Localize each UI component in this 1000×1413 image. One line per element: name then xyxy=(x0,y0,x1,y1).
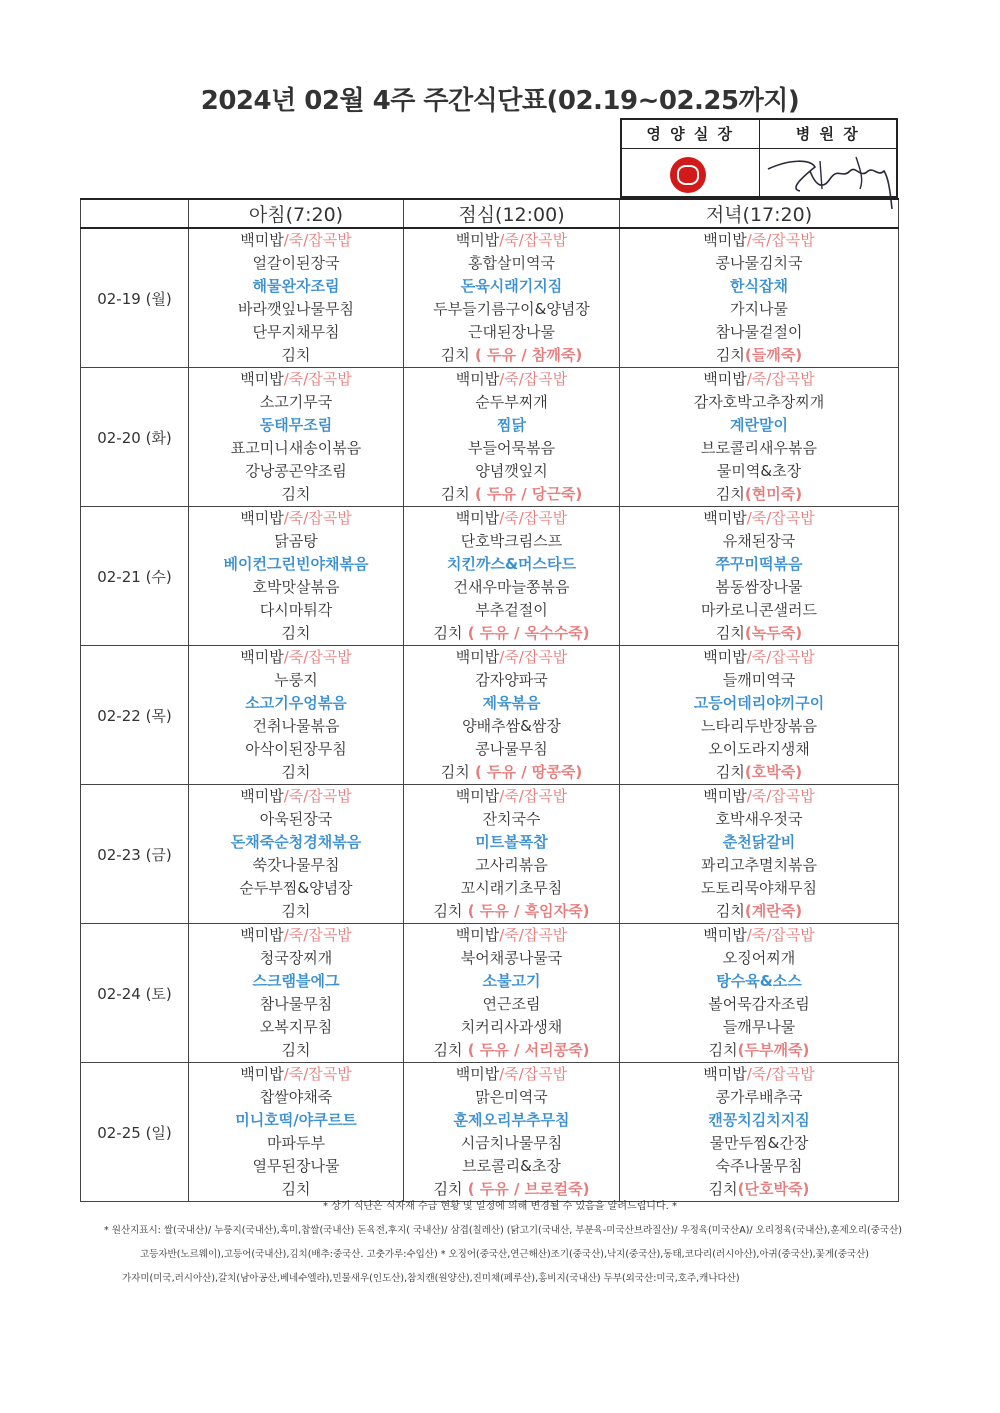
menu-item: 건취나물볶음 xyxy=(252,717,340,735)
rice-line xyxy=(404,507,619,530)
kimchi-line xyxy=(189,761,403,784)
dinner-header: 저녁(17:20) xyxy=(620,199,899,228)
rice-option-label: /죽/잡곡밥 xyxy=(283,509,352,527)
date-cell: 02-22 (목) xyxy=(81,646,189,785)
menu-item: 부들어묵볶음 xyxy=(468,439,555,457)
director-column xyxy=(759,120,897,196)
menu-item: 닭곰탕 xyxy=(274,532,318,550)
kimchi-label: 김치 xyxy=(715,485,745,503)
snack-label: 두유 / 참깨죽 xyxy=(487,346,576,364)
main-dish: 쭈꾸미떡볶음 xyxy=(715,555,803,573)
rice-line xyxy=(404,1063,619,1086)
menu-item: 누룽지 xyxy=(274,671,318,689)
table-row xyxy=(81,228,899,368)
breakfast-cell xyxy=(189,228,404,368)
dinner-cell xyxy=(620,368,899,507)
kimchi-label: 김치 xyxy=(440,485,470,503)
snack-label: 두유 / 당근죽 xyxy=(487,485,576,503)
menu-item: 아욱된장국 xyxy=(259,810,333,828)
kimchi-line: 김치(현미죽) xyxy=(715,485,803,503)
kimchi-label: 김치 xyxy=(440,346,470,364)
menu-item: 감자호박고추장찌개 xyxy=(693,393,825,411)
kimchi-label: 김치 xyxy=(440,763,470,781)
rice-label: 백미밥 xyxy=(703,509,747,527)
kimchi-line: 김치 ( 두유 / 참깨죽) xyxy=(440,346,583,364)
menu-item: 쑥갓나물무침 xyxy=(252,856,340,874)
rice-line xyxy=(620,229,898,252)
date-cell: 02-23 (금) xyxy=(81,785,189,924)
dinner-cell xyxy=(620,785,899,924)
rice-label: 백미밥 xyxy=(703,648,747,666)
rice-option-label: /죽/잡곡밥 xyxy=(499,787,568,805)
kimchi-label: 김치 xyxy=(433,1180,463,1198)
main-dish: 제육볶음 xyxy=(482,694,541,712)
kimchi-line xyxy=(189,344,403,367)
rice-line xyxy=(404,229,619,252)
rice-option-label: /죽/잡곡밥 xyxy=(746,231,815,249)
kimchi-line: 김치(계란죽) xyxy=(715,902,803,920)
rice-line xyxy=(620,507,898,530)
main-dish: 고등어데리야끼구이 xyxy=(693,694,825,712)
rice-label: 백미밥 xyxy=(703,787,747,805)
kimchi-label: 김치 xyxy=(715,346,745,364)
date-cell: 02-20 (화) xyxy=(81,368,189,507)
rice-label: 백미밥 xyxy=(240,926,284,944)
rice-option-label: /죽/잡곡밥 xyxy=(499,370,568,388)
lunch-cell xyxy=(404,646,620,785)
rice-option-label: /죽/잡곡밥 xyxy=(746,370,815,388)
main-dish: 소불고기 xyxy=(482,972,541,990)
main-dish: 훈제오리부추무침 xyxy=(453,1111,570,1129)
approval-box xyxy=(620,118,898,198)
main-dish: 소고기우엉볶음 xyxy=(245,694,347,712)
menu-item: 물미역&초장 xyxy=(716,462,802,480)
kimchi-label: 김치 xyxy=(281,1180,311,1198)
main-dish: 동태무조림 xyxy=(259,416,333,434)
rice-line xyxy=(189,785,403,808)
menu-item: 양념깻잎지 xyxy=(475,462,548,480)
kimchi-label: 김치 xyxy=(281,763,311,781)
rice-option-label: /죽/잡곡밥 xyxy=(746,1065,815,1083)
table-row xyxy=(81,1063,899,1202)
rice-option-label: /죽/잡곡밥 xyxy=(283,787,352,805)
breakfast-cell xyxy=(189,924,404,1063)
lunch-cell xyxy=(404,924,620,1063)
kimchi-line xyxy=(189,483,403,506)
rice-label: 백미밥 xyxy=(455,648,500,666)
rice-line xyxy=(620,924,898,947)
rice-label: 백미밥 xyxy=(703,370,747,388)
menu-item: 콩나물무침 xyxy=(475,740,548,758)
menu-item: 숙주나물무침 xyxy=(715,1157,803,1175)
menu-item: 마파두부 xyxy=(267,1134,325,1152)
rice-option-label: /죽/잡곡밥 xyxy=(499,648,568,666)
rice-option-label: /죽/잡곡밥 xyxy=(499,231,568,249)
rice-label: 백미밥 xyxy=(455,231,500,249)
menu-item: 단호박크림스프 xyxy=(460,532,563,550)
kimchi-line: 김치(호박죽) xyxy=(715,763,803,781)
menu-item: 연근조림 xyxy=(482,995,541,1013)
rice-label: 백미밥 xyxy=(455,787,500,805)
menu-item: 치커리사과생채 xyxy=(460,1018,563,1036)
breakfast-header: 아침(7:20) xyxy=(189,199,404,228)
lunch-cell xyxy=(404,368,620,507)
dinner-cell xyxy=(620,646,899,785)
kimchi-label: 김치 xyxy=(281,902,311,920)
snack-label: 현미죽 xyxy=(751,485,796,503)
snack-label: 두유 / 서리콩죽 xyxy=(479,1041,583,1059)
main-dish: 캔꽁치김치지짐 xyxy=(708,1111,810,1129)
kimchi-line: 김치(두부깨죽) xyxy=(708,1041,810,1059)
menu-item: 얼갈이된장국 xyxy=(252,254,340,272)
origin-line-2: 고등자반(노르웨이),고등어(국내산),김치(배추:중국산. 고춧가루:수입산) * 오징어(중국산,연근해산)조기(중국산),낙지(중국산),동태,코다리(러시아산),아귀(중국산),꽃게(중국산) xyxy=(140,1249,869,1260)
rice-option-label: /죽/잡곡밥 xyxy=(283,1065,352,1083)
main-dish: 춘천닭갈비 xyxy=(722,833,796,851)
menu-item: 근대된장나물 xyxy=(468,323,555,341)
snack-label: 단호박죽 xyxy=(744,1180,803,1198)
kimchi-line: 김치 ( 두유 / 브로컬죽) xyxy=(433,1180,590,1198)
breakfast-cell xyxy=(189,785,404,924)
table-row xyxy=(81,924,899,1063)
weekly-menu-table xyxy=(80,198,899,1202)
main-dish: 찜닭 xyxy=(497,416,526,434)
table-row xyxy=(81,785,899,924)
rice-option-label: /죽/잡곡밥 xyxy=(499,1065,568,1083)
rice-line xyxy=(189,507,403,530)
main-dish: 베이컨그린빈야채볶음 xyxy=(223,555,369,573)
kimchi-label: 김치 xyxy=(433,1041,463,1059)
kimchi-line: 김치 ( 두유 / 흑임자죽) xyxy=(433,902,590,920)
rice-option-label: /죽/잡곡밥 xyxy=(283,926,352,944)
snack-label: 계란죽 xyxy=(751,902,796,920)
rice-label: 백미밥 xyxy=(240,370,284,388)
snack-label: 두유 / 브로컬죽 xyxy=(479,1180,583,1198)
menu-item: 다시마튀각 xyxy=(259,601,333,619)
lunch-cell xyxy=(404,785,620,924)
menu-item: 소고기무국 xyxy=(259,393,333,411)
menu-item: 브로콜리새우볶음 xyxy=(701,439,817,457)
lunch-header: 점심(12:00) xyxy=(404,199,620,228)
rice-label: 백미밥 xyxy=(703,1065,747,1083)
nutritionist-label: 영 양 실 장 xyxy=(622,120,759,149)
rice-line xyxy=(189,368,403,391)
rice-line xyxy=(189,924,403,947)
rice-line xyxy=(620,646,898,669)
menu-item: 북어채콩나물국 xyxy=(460,949,563,967)
menu-item: 감자양파국 xyxy=(475,671,548,689)
rice-label: 백미밥 xyxy=(240,787,284,805)
kimchi-line: 김치(들깨죽) xyxy=(715,346,803,364)
menu-item: 참나물겉절이 xyxy=(715,323,803,341)
rice-option-label: /죽/잡곡밥 xyxy=(499,926,568,944)
lunch-cell xyxy=(404,1063,620,1202)
snack-label: 들깨죽 xyxy=(751,346,796,364)
origin-line-1: * 원산지표시: 쌀(국내산)/ 누룽지(국내산),흑미,찹쌀(국내산) 돈육전,후지( 국내산)/ 삼겹(칠레산) (닭고기(국내산, 부분육-미국산브라질산)/ 우정육(미국산A)/ 오리정육(국내산),훈제오리(중국산) xyxy=(104,1225,902,1236)
rice-label: 백미밥 xyxy=(455,926,500,944)
kimchi-label: 김치 xyxy=(708,1180,738,1198)
menu-item: 단무지채무침 xyxy=(252,323,340,341)
rice-line xyxy=(620,1063,898,1086)
dinner-cell xyxy=(620,228,899,368)
kimchi-line: 김치 ( 두유 / 옥수수죽) xyxy=(433,624,590,642)
kimchi-label: 김치 xyxy=(715,624,745,642)
rice-label: 백미밥 xyxy=(240,648,284,666)
main-dish: 미트볼폭찹 xyxy=(475,833,548,851)
menu-body xyxy=(81,228,899,1202)
kimchi-line xyxy=(189,1039,403,1062)
rice-line xyxy=(404,646,619,669)
kimchi-line: 김치(단호박죽) xyxy=(708,1180,810,1198)
rice-line xyxy=(189,646,403,669)
menu-item: 들깨미역국 xyxy=(722,671,796,689)
menu-item: 순두부찌개 xyxy=(475,393,548,411)
rice-line xyxy=(404,924,619,947)
kimchi-line xyxy=(189,900,403,923)
menu-item: 건새우마늘쫑볶음 xyxy=(453,578,570,596)
menu-item: 바라깻잎나물무침 xyxy=(238,300,354,318)
menu-item: 시금치나물무침 xyxy=(460,1134,563,1152)
menu-item: 두부들기름구이&양념장 xyxy=(433,300,590,318)
kimchi-line: 김치 ( 두유 / 땅콩죽) xyxy=(440,763,583,781)
kimchi-label: 김치 xyxy=(281,1041,311,1059)
snack-label: 두유 / 옥수수죽 xyxy=(479,624,583,642)
date-cell: 02-21 (수) xyxy=(81,507,189,646)
corner-header xyxy=(81,199,189,228)
approval-stamp-icon xyxy=(670,157,706,193)
kimchi-label: 김치 xyxy=(715,902,745,920)
menu-item: 순두부찜&양념장 xyxy=(239,879,353,897)
breakfast-cell xyxy=(189,1063,404,1202)
kimchi-label: 김치 xyxy=(281,346,311,364)
menu-item: 홍합살미역국 xyxy=(468,254,555,272)
menu-item: 느타리두반장볶음 xyxy=(701,717,817,735)
table-row xyxy=(81,507,899,646)
rice-line xyxy=(189,1063,403,1086)
snack-label: 두부깨죽 xyxy=(744,1041,803,1059)
lunch-cell xyxy=(404,507,620,646)
table-row xyxy=(81,368,899,507)
main-dish: 탕수육&소스 xyxy=(716,972,802,990)
main-dish: 해물완자조림 xyxy=(252,277,340,295)
menu-item: 참나물무침 xyxy=(259,995,333,1013)
menu-item: 들깨무나물 xyxy=(722,1018,796,1036)
kimchi-label: 김치 xyxy=(281,485,311,503)
breakfast-cell xyxy=(189,646,404,785)
snack-label: 호박죽 xyxy=(751,763,796,781)
rice-line xyxy=(404,785,619,808)
rice-option-label: /죽/잡곡밥 xyxy=(283,231,352,249)
rice-option-label: /죽/잡곡밥 xyxy=(499,509,568,527)
menu-item: 표고미니새송이볶음 xyxy=(230,439,362,457)
rice-option-label: /죽/잡곡밥 xyxy=(746,787,815,805)
rice-option-label: /죽/잡곡밥 xyxy=(283,648,352,666)
menu-item: 꽈리고추멸치볶음 xyxy=(701,856,817,874)
notice-text: * 상기 식단은 식자재 수급 현황 및 일정에 의해 변경될 수 있음을 알려드립니다. * xyxy=(323,1201,677,1212)
page-title: 2024년 02월 4주 주간식단표(02.19~02.25까지) xyxy=(200,86,800,116)
breakfast-cell xyxy=(189,368,404,507)
rice-line xyxy=(404,368,619,391)
kimchi-line: 김치 ( 두유 / 서리콩죽) xyxy=(433,1041,590,1059)
menu-item: 마카로니콘샐러드 xyxy=(701,601,817,619)
table-row xyxy=(81,646,899,785)
kimchi-line: 김치 ( 두유 / 당근죽) xyxy=(440,485,583,503)
rice-label: 백미밥 xyxy=(455,509,500,527)
rice-label: 백미밥 xyxy=(240,509,284,527)
rice-line xyxy=(189,229,403,252)
menu-item: 호박새우젓국 xyxy=(715,810,803,828)
kimchi-label: 김치 xyxy=(708,1041,738,1059)
menu-item: 볼어묵감자조림 xyxy=(708,995,810,1013)
menu-item: 콩나물김치국 xyxy=(715,254,803,272)
menu-item: 브로콜리&초장 xyxy=(462,1157,561,1175)
menu-item: 아삭이된장무침 xyxy=(245,740,347,758)
main-dish: 스크램블에그 xyxy=(252,972,340,990)
menu-item: 잔치국수 xyxy=(482,810,541,828)
menu-item: 고사리볶음 xyxy=(475,856,548,874)
menu-item: 강낭콩곤약조림 xyxy=(245,462,347,480)
menu-item: 물만두찜&간장 xyxy=(709,1134,809,1152)
kimchi-label: 김치 xyxy=(433,624,463,642)
kimchi-line xyxy=(189,622,403,645)
rice-option-label: /죽/잡곡밥 xyxy=(746,926,815,944)
date-cell: 02-24 (토) xyxy=(81,924,189,1063)
snack-label: 녹두죽 xyxy=(751,624,796,642)
rice-label: 백미밥 xyxy=(703,926,747,944)
rice-label: 백미밥 xyxy=(703,231,747,249)
main-dish: 계란말이 xyxy=(730,416,788,434)
rice-line xyxy=(620,368,898,391)
menu-item: 도토리묵야채무침 xyxy=(701,879,817,897)
main-dish: 돈육시래기지짐 xyxy=(460,277,563,295)
menu-item: 찹쌀야채죽 xyxy=(259,1088,333,1106)
menu-item: 부추겉절이 xyxy=(475,601,548,619)
rice-option-label: /죽/잡곡밥 xyxy=(746,509,815,527)
menu-item: 오이도라지생채 xyxy=(708,740,810,758)
menu-item: 양배추쌈&쌈장 xyxy=(462,717,561,735)
dinner-cell xyxy=(620,924,899,1063)
date-cell: 02-19 (월) xyxy=(81,228,189,368)
rice-option-label: /죽/잡곡밥 xyxy=(283,370,352,388)
kimchi-label: 김치 xyxy=(281,624,311,642)
director-label: 병 원 장 xyxy=(760,120,897,149)
menu-item: 유채된장국 xyxy=(722,532,796,550)
kimchi-label: 김치 xyxy=(433,902,463,920)
kimchi-label: 김치 xyxy=(715,763,745,781)
main-dish: 돈채죽순청경채볶음 xyxy=(230,833,362,851)
nutritionist-column xyxy=(622,120,759,196)
menu-item: 가지나물 xyxy=(730,300,788,318)
rice-line xyxy=(620,785,898,808)
date-cell: 02-25 (일) xyxy=(81,1063,189,1202)
menu-item: 콩가루배추국 xyxy=(715,1088,803,1106)
main-dish: 한식잡채 xyxy=(730,277,788,295)
menu-item: 오복지무침 xyxy=(259,1018,333,1036)
dinner-cell xyxy=(620,507,899,646)
main-dish: 치킨까스&머스타드 xyxy=(446,555,576,573)
rice-label: 백미밥 xyxy=(455,1065,500,1083)
snack-label: 두유 / 땅콩죽 xyxy=(487,763,576,781)
menu-item: 오징어찌개 xyxy=(722,949,796,967)
dinner-cell xyxy=(620,1063,899,1202)
rice-label: 백미밥 xyxy=(240,231,284,249)
menu-item: 맑은미역국 xyxy=(475,1088,548,1106)
menu-item: 봄동쌈장나물 xyxy=(715,578,803,596)
kimchi-line: 김치(녹두죽) xyxy=(715,624,803,642)
rice-label: 백미밥 xyxy=(455,370,500,388)
rice-label: 백미밥 xyxy=(240,1065,284,1083)
header-row xyxy=(81,199,899,228)
lunch-cell xyxy=(404,228,620,368)
snack-label: 두유 / 흑임자죽 xyxy=(479,902,583,920)
menu-item: 열무된장나물 xyxy=(252,1157,340,1175)
origin-line-3: 가자미(미국,러시아산),갈치(남아공산,베네수엘라),민물새우(인도산),참치캔(원양산),진미채(페루산),홍비지(국내산) 두부(외국산:미국,호주,캐나다산) xyxy=(122,1273,740,1284)
breakfast-cell xyxy=(189,507,404,646)
menu-item: 호박맛살볶음 xyxy=(252,578,340,596)
main-dish: 미니호떡/야쿠르트 xyxy=(235,1111,357,1129)
menu-item: 꼬시래기초무침 xyxy=(460,879,563,897)
rice-option-label: /죽/잡곡밥 xyxy=(746,648,815,666)
menu-item: 청국장찌개 xyxy=(259,949,333,967)
